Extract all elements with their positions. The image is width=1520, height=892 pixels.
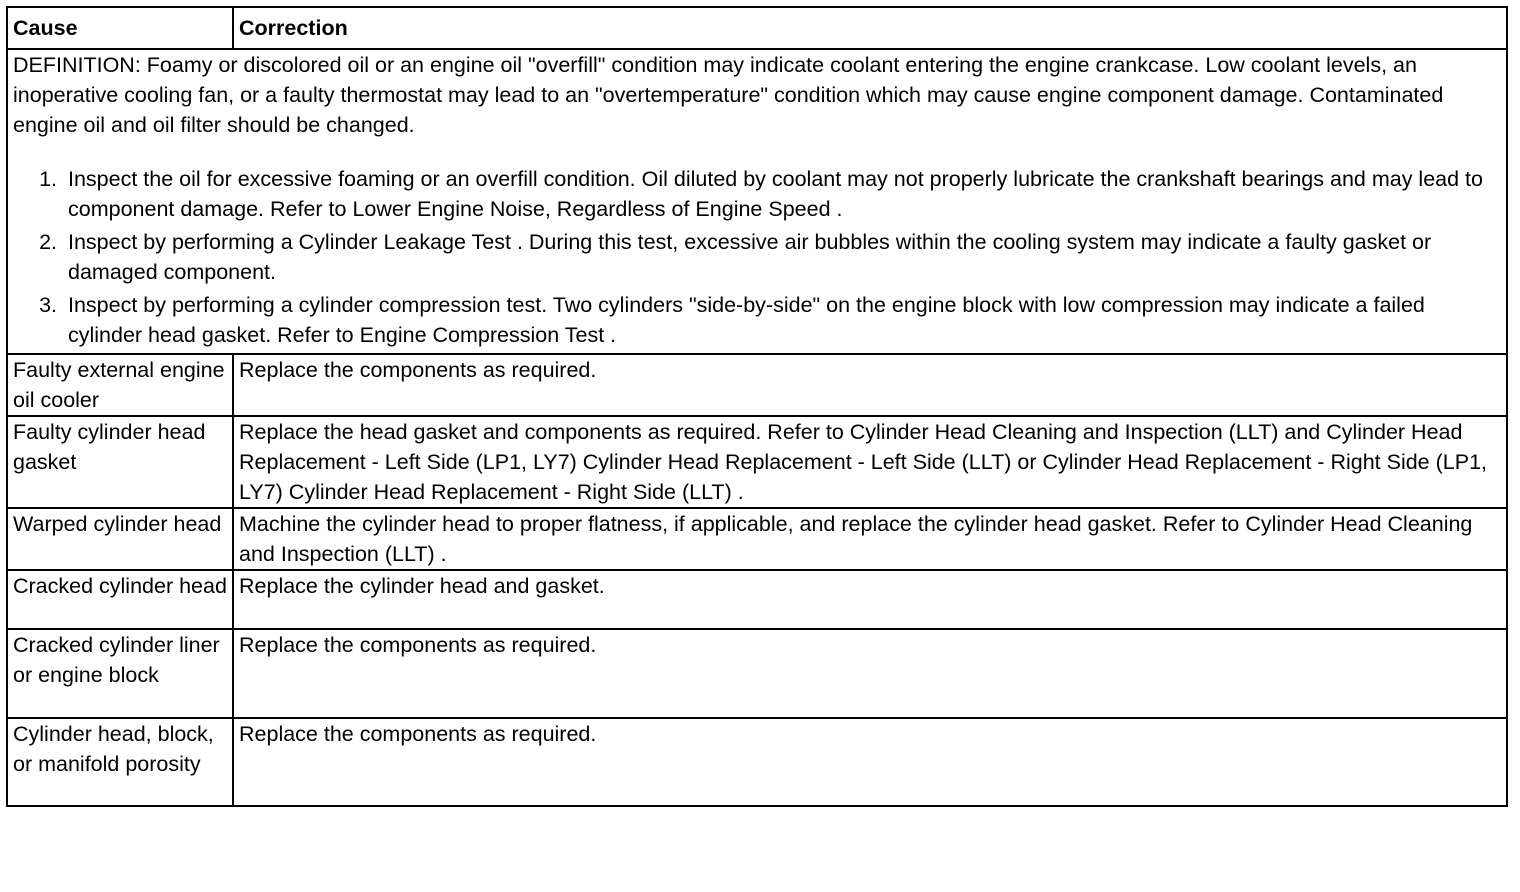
correction-cell: Replace the head gasket and components as required. Refer to Cylinder Head Cleaning and Inspection (LLT) and Cylinder Head Replacement - Left Side (LP1, LY7) Cylinder Head Replacement - Left Side (LLT) or Cylinder Head Replacement - Right Side (LP1, LY7) Cylinder Head Replacement - Right Side (LLT) . bbox=[233, 416, 1507, 508]
definition-row bbox=[7, 49, 1507, 354]
table-row bbox=[7, 508, 1507, 570]
cause-cell: Faulty cylinder head gasket bbox=[7, 416, 233, 508]
table-row bbox=[7, 354, 1507, 416]
correction-cell: Replace the cylinder head and gasket. bbox=[233, 570, 1507, 629]
definition-text: DEFINITION: Foamy or discolored oil or an engine oil "overfill" condition may indicate coolant entering the engine crankcase. Low coolant levels, an inoperative cooling fan, or a faulty thermostat may lead to an "overtemperature" condition which may cause engine component damage. Contaminated engine oil and oil filter should be changed. bbox=[13, 53, 1444, 137]
table-row bbox=[7, 416, 1507, 508]
header-correction: Correction bbox=[233, 7, 1507, 49]
header-row bbox=[7, 7, 1507, 49]
cause-cell: Cracked cylinder head bbox=[7, 570, 233, 629]
definition-cell bbox=[7, 49, 1507, 354]
cause-cell: Cylinder head, block, or manifold porosity bbox=[7, 718, 233, 806]
diagnostic-sheet bbox=[6, 6, 1506, 886]
correction-cell: Replace the components as required. bbox=[233, 354, 1507, 416]
cause-cell: Faulty external engine oil cooler bbox=[7, 354, 233, 416]
inspection-steps bbox=[13, 164, 1501, 350]
step-item: 3. Inspect by performing a cylinder compression test. Two cylinders "side-by-side" on the engine block with low compression may indicate a failed cylinder head gasket. Refer to Engine Compression Test . bbox=[63, 290, 1501, 350]
cause-correction-table bbox=[6, 6, 1508, 807]
step-item: 1. Inspect the oil for excessive foaming or an overfill condition. Oil diluted by coolant may not properly lubricate the crankshaft bearings and may lead to component damage. Refer to Lower Engine Noise, Regardless of Engine Speed . bbox=[63, 164, 1501, 224]
correction-cell: Replace the components as required. bbox=[233, 629, 1507, 718]
step-item: 2. Inspect by performing a Cylinder Leakage Test . During this test, excessive air bubbles within the cooling system may indicate a faulty gasket or damaged component. bbox=[63, 227, 1501, 287]
correction-cell: Machine the cylinder head to proper flatness, if applicable, and replace the cylinder head gasket. Refer to Cylinder Head Cleaning and Inspection (LLT) . bbox=[233, 508, 1507, 570]
header-cause: Cause bbox=[7, 7, 233, 49]
correction-cell: Replace the components as required. bbox=[233, 718, 1507, 806]
table-row bbox=[7, 570, 1507, 629]
cause-cell: Warped cylinder head bbox=[7, 508, 233, 570]
cause-cell: Cracked cylinder liner or engine block bbox=[7, 629, 233, 718]
table-row bbox=[7, 718, 1507, 806]
table-row bbox=[7, 629, 1507, 718]
